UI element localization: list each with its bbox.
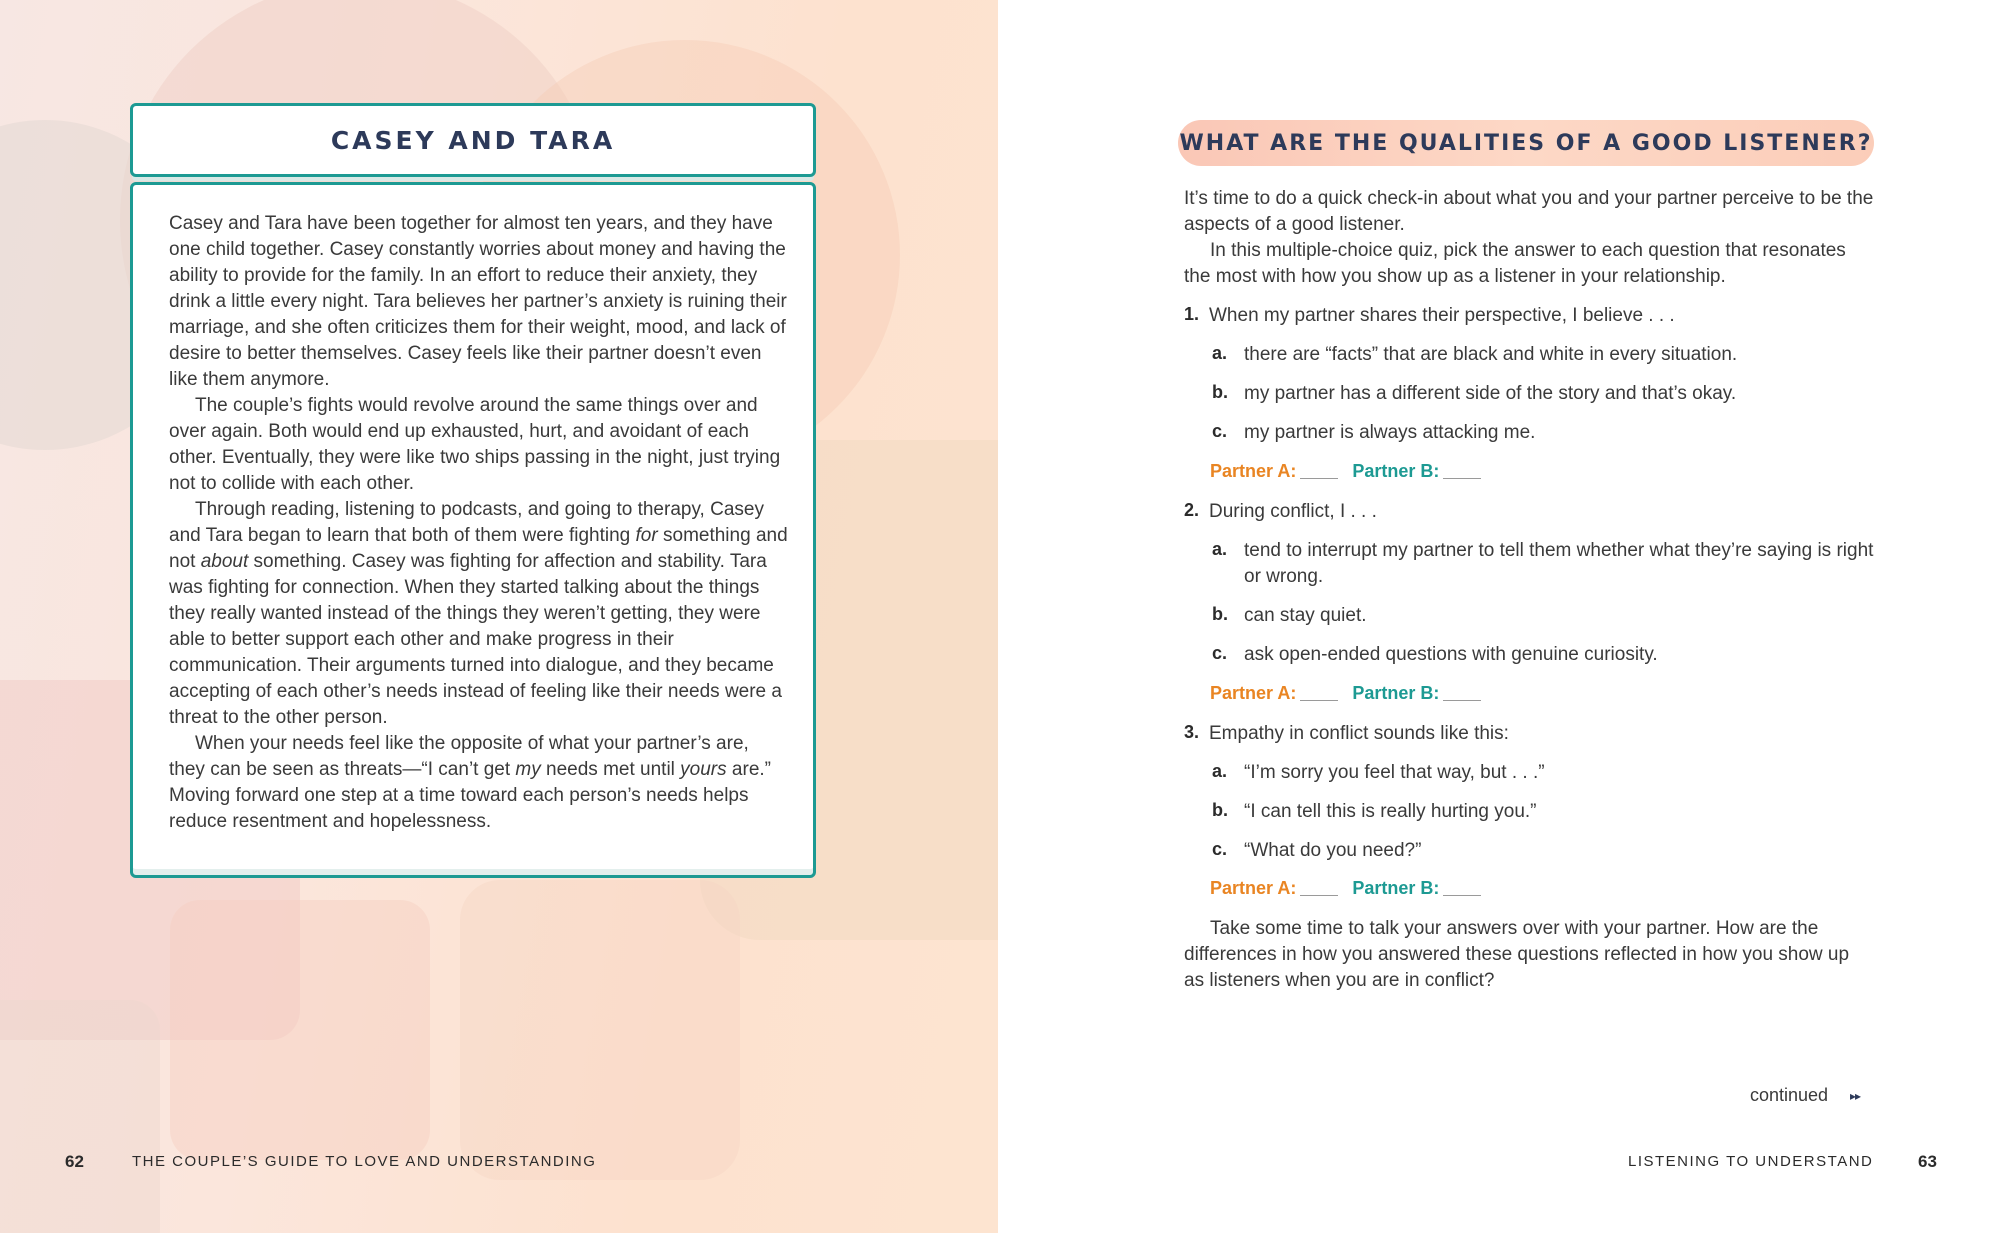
option-letter: b. — [1212, 604, 1228, 624]
left-page — [0, 0, 998, 1233]
case-study-text — [169, 211, 789, 835]
option-text: my partner has a different side of the story and that’s okay. — [1244, 383, 1737, 404]
partner-a-answer-blank[interactable] — [1300, 478, 1338, 479]
partner-answer-row — [1210, 461, 1481, 482]
case-study-title: CASEY AND TARA — [330, 125, 616, 155]
closing-paragraph: Take some time to talk your answers over with your partner. How are the differences in how you answered these questions reflected in how you show up as listeners when you are in conflict? — [1184, 918, 1850, 991]
italic-word: yours — [680, 759, 727, 780]
question-text: When my partner shares their perspective, I believe . . . — [1209, 305, 1675, 326]
running-footer-chapter-title: LISTENING TO UNDERSTAND — [1628, 1153, 1874, 1170]
option-text: “I’m sorry you feel that way, but . . .” — [1244, 762, 1545, 783]
italic-word: about — [200, 551, 249, 572]
option-text: “What do you need?” — [1244, 840, 1422, 861]
intro-paragraph: It’s time to do a quick check-in about what you and your partner perceive to be the aspects of a good listener. — [1184, 188, 1874, 235]
background-bubble — [0, 1000, 160, 1233]
option-letter: c. — [1212, 421, 1228, 441]
option-letter: c. — [1212, 643, 1228, 663]
partner-a-label: Partner A: — [1210, 878, 1297, 898]
option-text: “I can tell this is really hurting you.” — [1244, 801, 1537, 822]
option-letter: b. — [1212, 800, 1228, 820]
page-number-left: 62 — [65, 1152, 84, 1171]
text-run: something. Casey was fighting for affection and stability. Tara was fighting for connection. When they started talking about the things they really wanted instead of the things they weren’t getting, they were able to better support each other and make progress in their communication. Their arguments turned into dialogue, and they became accepting of each other’s needs instead of feeling like their needs were a threat to the other person. — [169, 551, 782, 728]
case-study-paragraph: Casey and Tara have been together for almost ten years, and they have one child together. Casey constantly worries about money and having the ability to provide for the family. In an effort to reduce their anxiety, they drink a little every night. Tara believes her partner’s anxiety is ruining their marriage, and she often criticizes them for their weight, mood, and lack of desire to better themselves. Casey feels like their partner doesn’t even like them anymore. — [169, 213, 787, 390]
case-study-paragraph: The couple’s fights would revolve around the same things over and over again. Both would end up exhausted, hurt, and avoidant of each other. Eventually, they were like two ships passing in the night, just trying not to collide with each other. — [169, 395, 781, 494]
option-letter: a. — [1212, 539, 1228, 559]
case-study-paragraph — [169, 497, 789, 731]
partner-answer-row — [1210, 878, 1481, 899]
question-number: 2. — [1184, 500, 1200, 520]
option-letter: a. — [1212, 343, 1228, 363]
option-letter: c. — [1212, 839, 1228, 859]
text-run: When your needs feel like the opposite of what your partner’s are, they can be seen as threats—“I can’t get — [169, 733, 749, 780]
partner-a-label: Partner A: — [1210, 683, 1297, 703]
partner-answer-row — [1210, 683, 1481, 704]
text-run: needs met until — [540, 759, 681, 780]
text-run: something and not — [169, 525, 788, 572]
option-text: tend to interrupt my partner to tell them whether what they’re saying is right or wrong. — [1244, 540, 1874, 587]
partner-a-answer-blank[interactable] — [1300, 895, 1338, 896]
double-arrow-right-icon: ▸▸ — [1850, 1089, 1861, 1103]
question-text: Empathy in conflict sounds like this: — [1209, 723, 1509, 744]
question-text: During conflict, I . . . — [1209, 501, 1377, 522]
partner-b-answer-blank[interactable] — [1443, 895, 1481, 896]
running-footer-book-title: THE COUPLE’S GUIDE TO LOVE AND UNDERSTANDING — [132, 1153, 597, 1170]
question-number: 3. — [1184, 722, 1200, 742]
text-run: are.” Moving forward one step at a time toward each person’s needs helps reduce resentment and hopelessness. — [169, 759, 771, 832]
intro-paragraph: In this multiple-choice quiz, pick the answer to each question that resonates the most with how you show up as a listener in your relationship. — [1184, 240, 1846, 287]
question-number: 1. — [1184, 304, 1200, 324]
case-study-box — [130, 182, 816, 878]
option-text: can stay quiet. — [1244, 605, 1367, 626]
partner-a-label: Partner A: — [1210, 461, 1297, 481]
italic-word: for — [635, 525, 658, 546]
text-run: Through reading, listening to podcasts, and going to therapy, Casey and Tara began to learn that both of them were fighting — [169, 499, 764, 546]
italic-word: my — [515, 759, 541, 780]
option-text: ask open-ended questions with genuine curiosity. — [1244, 644, 1658, 665]
quiz-title: WHAT ARE THE QUALITIES OF A GOOD LISTENER? — [1179, 130, 1873, 156]
background-bubble — [460, 880, 740, 1180]
continued-label: continued — [1750, 1085, 1829, 1105]
partner-b-answer-blank[interactable] — [1443, 478, 1481, 479]
page-number-right: 63 — [1918, 1152, 1937, 1171]
option-text: there are “facts” that are black and white in every situation. — [1244, 344, 1738, 365]
closing-text — [1184, 916, 1874, 994]
partner-b-label: Partner B: — [1352, 683, 1440, 703]
case-study-title-box — [130, 103, 816, 177]
quiz-header-pill — [1178, 120, 1874, 166]
partner-b-answer-blank[interactable] — [1443, 700, 1481, 701]
case-study-paragraph — [169, 731, 789, 835]
option-text: my partner is always attacking me. — [1244, 422, 1536, 443]
partner-b-label: Partner B: — [1352, 461, 1440, 481]
partner-a-answer-blank[interactable] — [1300, 700, 1338, 701]
background-bubble — [170, 900, 430, 1160]
quiz-intro — [1184, 186, 1874, 290]
right-page — [998, 0, 2000, 1233]
partner-b-label: Partner B: — [1352, 878, 1440, 898]
option-letter: b. — [1212, 382, 1228, 402]
option-letter: a. — [1212, 761, 1228, 781]
